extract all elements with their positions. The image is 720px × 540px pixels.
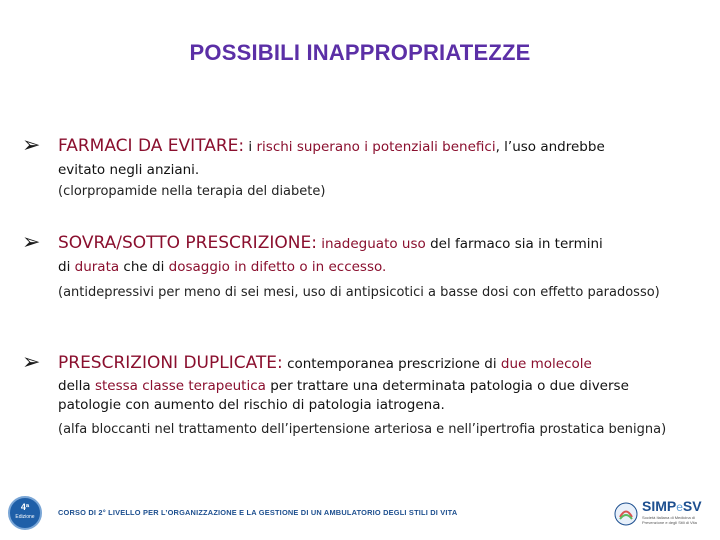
text-run: contemporanea prescrizione di (282, 356, 501, 372)
bullet-example: (alfa bloccanti nel trattamento dell’ipertensione arteriosa e nell’ipertrofia prostatica benigna) (58, 422, 667, 437)
bullet-duplicate (22, 350, 690, 440)
badge-number: 4ª (20, 502, 30, 512)
logo-text-e: e (676, 500, 683, 514)
arrow-bullet-icon: ➢ (22, 230, 41, 255)
text-run: di (58, 259, 75, 275)
bullet-line (58, 230, 690, 257)
logo-name (642, 498, 702, 514)
highlight-text: dosaggio in difetto o in eccesso. (168, 259, 387, 275)
logo-subtitle: Società Italiana di Medicina di Prevenzione e degli Stili di Vita (642, 515, 697, 525)
logo-mark-icon (614, 502, 638, 526)
bullet-line (58, 133, 690, 160)
bullet-line (58, 257, 690, 278)
text-run: , l’uso andrebbe (495, 139, 605, 155)
footer (0, 494, 720, 534)
course-title: CORSO DI 2° LIVELLO PER L’ORGANIZZAZIONE E LA GESTIONE DI UN AMBULATORIO DEGLI STILI DI VITA (58, 508, 458, 517)
highlight-text: durata (74, 259, 120, 275)
bullet-example: (clorpropamide nella terapia del diabete) (58, 184, 326, 199)
bullet-line (58, 350, 690, 377)
bullet-line (58, 377, 690, 396)
highlight-text: due molecole (500, 356, 592, 372)
text-run: della (58, 378, 95, 394)
text-run: del farmaco sia in termini (425, 236, 603, 252)
arrow-bullet-icon: ➢ (22, 133, 41, 158)
text-run: che di (119, 259, 169, 275)
bullet-heading: PRESCRIZIONI DUPLICATE: (58, 353, 283, 373)
highlight-text: inadeguato uso (316, 236, 426, 252)
bullet-prescrizione (22, 230, 690, 303)
slide-title: POSSIBILI INAPPROPRIATEZZE (189, 40, 531, 65)
bullet-heading: SOVRA/SOTTO PRESCRIZIONE: (58, 233, 317, 253)
highlight-text: stessa classe terapeutica (94, 378, 266, 394)
edition-badge (8, 496, 42, 530)
logo-text-a: SIMP (642, 498, 677, 514)
bullet-farmaci (22, 133, 690, 202)
simpesv-logo (612, 498, 714, 532)
bullet-line: patologie con aumento del rischio di patologia iatrogena. (58, 397, 445, 413)
bullet-line: evitato negli anziani. (58, 162, 200, 178)
bullet-example: (antidepressivi per meno di sei mesi, uso di antipsicotici a basse dosi con effetto paradosso) (58, 285, 660, 300)
arrow-bullet-icon: ➢ (22, 350, 41, 375)
text-run: per trattare una determinata patologia o due diverse (265, 378, 629, 394)
text-run: i (244, 139, 257, 155)
highlight-text: rischi superano i potenziali benefici (256, 139, 496, 155)
logo-text-b: SV (682, 498, 702, 514)
badge-text: Edizione (15, 514, 35, 520)
bullet-heading: FARMACI DA EVITARE: (58, 136, 245, 156)
